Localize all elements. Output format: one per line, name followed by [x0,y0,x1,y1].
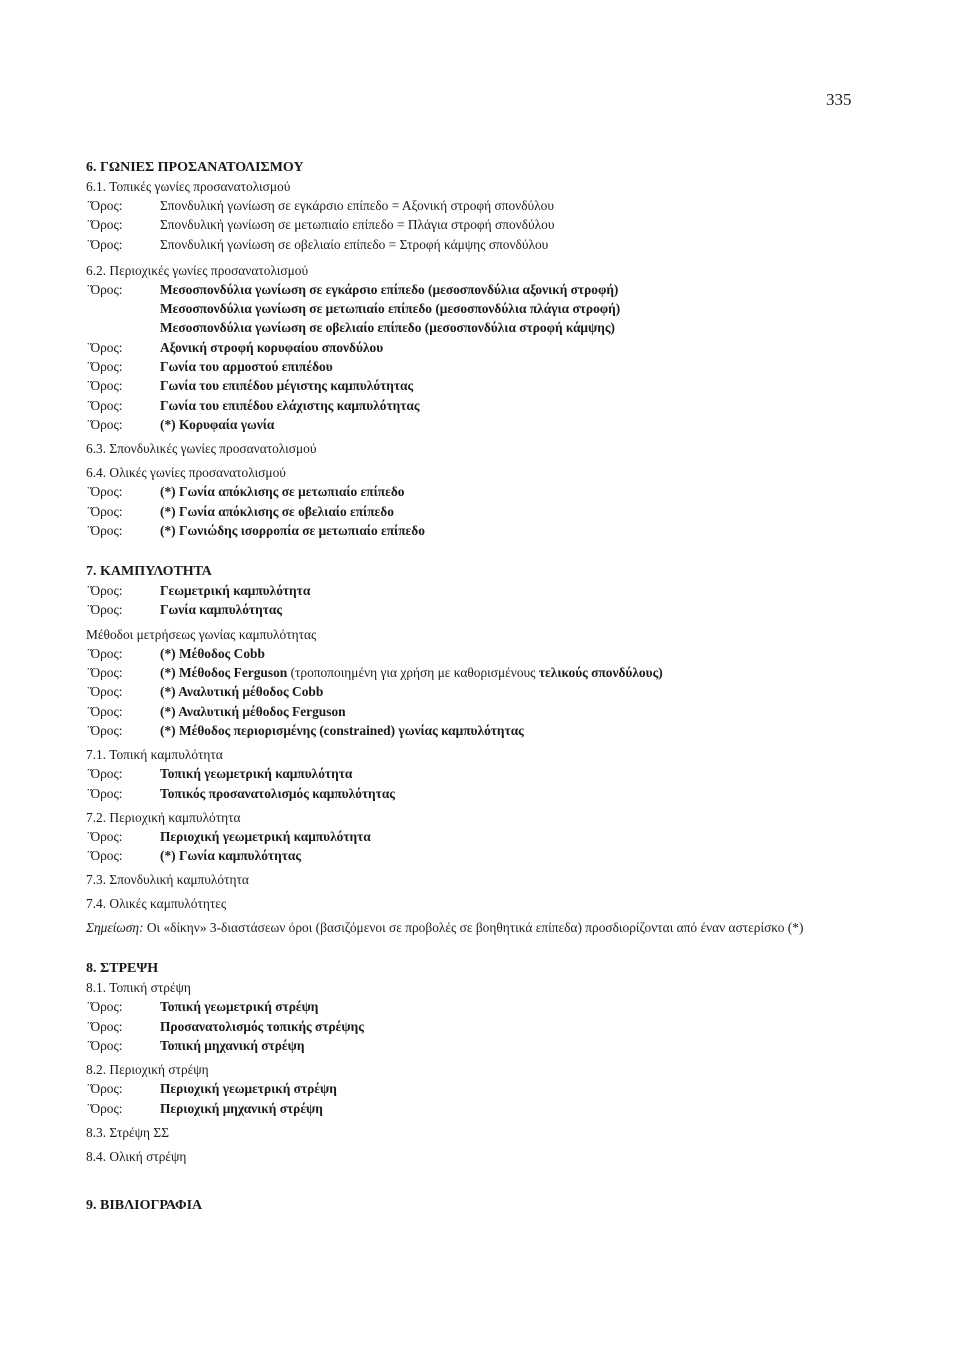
term-row [86,581,876,600]
section-8-1-title: 8.1. Τοπική στρέψη [86,980,191,996]
section-6-1-title: 6.1. Τοπικές γωνίες προσανατολισμού [86,179,291,194]
page-number: 335 [826,90,852,109]
term-text: Μεσοσπονδύλια γωνίωση σε οβελιαίο επίπεδο (μεσοσπονδύλια στροφή κάμψης) [160,320,615,336]
term-row [86,376,876,395]
term-row [86,280,876,299]
section-8-2-title: 8.2. Περιοχική στρέψη [86,1062,209,1078]
term-label: ˙Όρος: [86,684,123,700]
term-label: ˙Όρος: [86,1018,123,1034]
term-row [86,827,876,846]
term-row [86,644,876,663]
term-text: Τοπική μηχανική στρέψη [160,1038,305,1054]
term-label: ˙Όρος: [86,198,123,213]
term-row [86,663,876,682]
term-row [86,600,876,619]
term-text: Γωνία του επιπέδου ελάχιστης καμπυλότητας [160,397,420,413]
section-8-4-title: 8.4. Ολική στρέψη [86,1148,187,1164]
term-text: Αξονική στροφή κορυφαίου σπονδύλου [160,339,384,355]
section-7-1-title: 7.1. Τοπική καμπυλότητα [86,747,223,763]
term-row [86,1079,876,1098]
term-text: (*) Μέθοδος περιορισμένης (constrained) γωνίας καμπυλότητας [160,722,524,738]
term-label: ˙Όρος: [86,397,123,413]
section-7-heading: 7. ΚΑΜΠΥΛΟΤΗΤΑ [86,564,212,580]
section-6-2-title: 6.2. Περιοχικές γωνίες προσανατολισμού [86,262,309,278]
term-row [86,196,876,215]
term-label: ˙Όρος: [86,281,123,297]
term-text: (*) Αναλυτική μέθοδος Ferguson [160,703,346,719]
term-row [86,357,876,376]
term-text: (*) Γωνιώδης ισορροπία σε μετωπιαίο επίπεδο [160,522,425,538]
term-text: (*) Γωνία καμπυλότητας [160,848,301,864]
term-text: Σπονδυλική γωνίωση σε οβελιαίο επίπεδο = Στροφή κάμψης σπονδύλου [160,236,549,252]
term-text: Σπονδυλική γωνίωση σε μετωπιαίο επίπεδο = Πλάγια στροφή σπονδύλου [160,217,555,233]
term-text: Γωνία καμπυλότητας [160,602,283,618]
term-label: ˙Όρος: [86,848,123,864]
document-body [86,158,876,1215]
term-label: ˙Όρος: [86,828,123,844]
term-label: ˙Όρος: [86,1081,123,1097]
term-text-bold: (*) Μέθοδος Ferguson [160,665,288,681]
term-label: ˙Όρος: [86,1100,123,1116]
note-text: Οι «δίκην» 3-διαστάσεων όροι (βασιζόμενοι σε προβολές σε βοηθητικά επίπεδα) προσδιορίζονται από έναν αστερίσκο (*) [143,920,804,936]
term-text: Γωνία του επιπέδου μέγιστης καμπυλότητας [160,378,414,394]
term-row [86,764,876,783]
term-text: (*) Κορυφαία γωνία [160,416,275,432]
term-row [86,338,876,357]
section-7-3-title: 7.3. Σπονδυλική καμπυλότητα [86,872,249,888]
note-label: Σημείωση: [86,920,144,936]
term-row [86,1099,876,1118]
term-text: Περιοχική γεωμετρική καμπυλότητα [160,828,371,844]
term-label: ˙Όρος: [86,416,123,432]
term-label: ˙Όρος: [86,785,123,801]
term-label: ˙Όρος: [86,522,123,538]
section-8-heading: 8. ΣΤΡΕΨΗ [86,961,159,977]
term-label: ˙Όρος: [86,236,123,252]
term-text: Τοπικός προσανατολισμός καμπυλότητας [160,785,395,801]
term-label: ˙Όρος: [86,339,123,355]
term-label: ˙Όρος: [86,484,123,500]
section-6-heading: 6. ΓΩΝΙΕΣ ΠΡΟΣΑΝΑΤΟΛΙΣΜΟΥ [86,160,304,175]
term-text-plain: (τροποποιημένη για χρήση με καθορισμένους [287,665,539,681]
term-row [86,702,876,721]
section-6-4-title: 6.4. Ολικές γωνίες προσανατολισμού [86,465,286,481]
term-label: ˙Όρος: [86,217,123,233]
section-8-3-title: 8.3. Στρέψη ΣΣ [86,1124,169,1140]
section-7-4-title: 7.4. Ολικές καμπυλότητες [86,896,227,912]
term-row [86,521,876,540]
term-row [86,784,876,803]
term-text: (*) Μέθοδος Cobb [160,645,265,661]
term-row [86,682,876,701]
term-row [86,1017,876,1036]
section-7-2-title: 7.2. Περιοχική καμπυλότητα [86,809,241,825]
term-label: ˙Όρος: [86,359,123,375]
section-6-3-title: 6.3. Σπονδυλικές γωνίες προσανατολισμού [86,441,317,457]
term-text: (*) Γωνία απόκλισης σε οβελιαίο επίπεδο [160,503,394,519]
term-label: ˙Όρος: [86,665,123,681]
term-label: ˙Όρος: [86,722,123,738]
term-text: Τοπική γεωμετρική καμπυλότητα [160,766,353,782]
note [86,918,886,937]
term-text [160,663,663,682]
term-row [86,1036,876,1055]
term-label: ˙Όρος: [86,503,123,519]
term-label: ˙Όρος: [86,766,123,782]
term-text: Προσανατολισμός τοπικής στρέψης [160,1018,364,1034]
term-text: Γεωμετρική καμπυλότητα [160,583,311,599]
term-row-continued [86,318,876,337]
term-row [86,396,876,415]
term-text: Περιοχική γεωμετρική στρέψη [160,1081,337,1097]
term-label: ˙Όρος: [86,1038,123,1054]
term-row [86,482,876,501]
section-9-heading: 9. ΒΙΒΛΙΟΓΡΑΦΙΑ [86,1197,203,1213]
term-label: ˙Όρος: [86,602,123,618]
term-label: ˙Όρος: [86,645,123,661]
term-row-continued [86,299,876,318]
term-row [86,215,876,234]
term-row [86,846,876,865]
term-text: Σπονδυλική γωνίωση σε εγκάρσιο επίπεδο = Αξονική στροφή σπονδύλου [160,198,554,213]
term-text: Τοπική γεωμετρική στρέψη [160,999,319,1015]
methods-title: Μέθοδοι μετρήσεως γωνίας καμπυλότητας [86,626,317,642]
term-row [86,235,876,254]
term-row [86,502,876,521]
term-row [86,415,876,434]
term-label: ˙Όρος: [86,703,123,719]
term-text: (*) Αναλυτική μέθοδος Cobb [160,684,324,700]
term-row [86,997,876,1016]
term-label: ˙Όρος: [86,378,123,394]
term-label: ˙Όρος: [86,583,123,599]
term-text: (*) Γωνία απόκλισης σε μετωπιαίο επίπεδο [160,484,405,500]
term-text-bold-tail: τελικούς σπονδύλους) [538,665,663,681]
term-label: ˙Όρος: [86,999,123,1015]
term-text: Μεσοσπονδύλια γωνίωση σε μετωπιαίο επίπεδο (μεσοσπονδύλια πλάγια στροφή) [160,301,621,317]
term-row [86,721,876,740]
term-text: Γωνία του αρμοστού επιπέδου [160,359,333,375]
term-text: Μεσοσπονδύλια γωνίωση σε εγκάρσιο επίπεδο (μεσοσπονδύλια αξονική στροφή) [160,281,619,297]
term-text: Περιοχική μηχανική στρέψη [160,1100,323,1116]
